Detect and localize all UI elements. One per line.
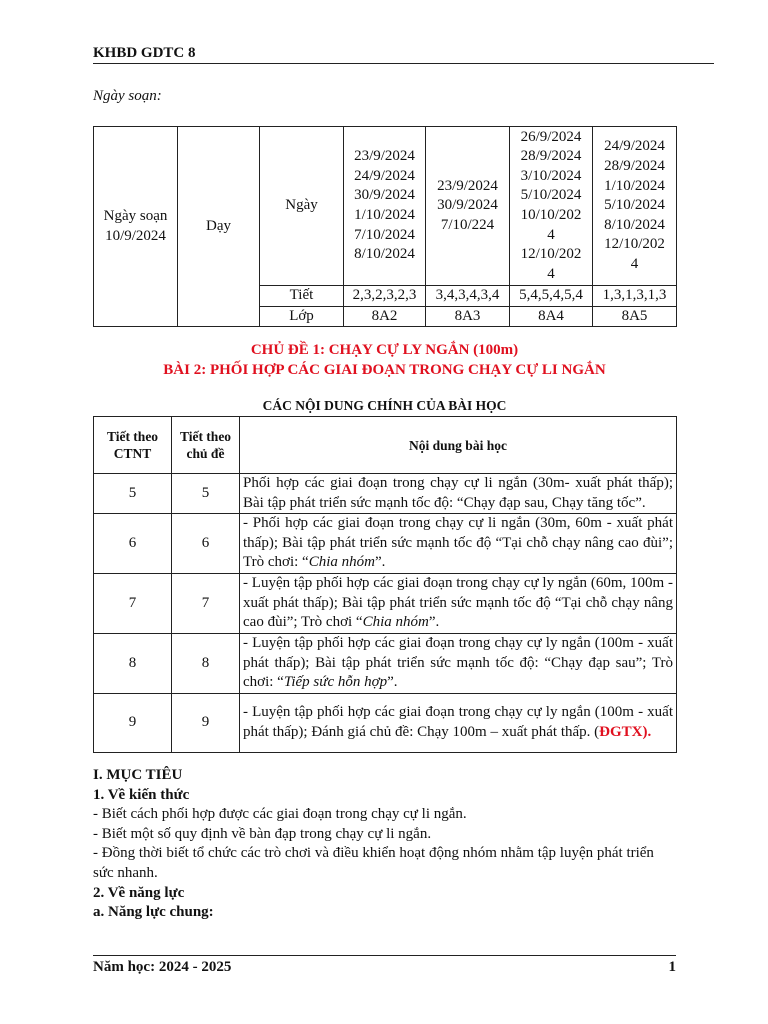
ctnt-period: 9 xyxy=(94,693,172,752)
content-text: Chia nhóm xyxy=(308,554,375,571)
schedule-table xyxy=(93,126,677,327)
prep-date: 10/9/2024 xyxy=(105,227,166,244)
class-row-label: Lớp xyxy=(260,306,344,327)
class-name: 8A4 xyxy=(510,306,593,327)
lesson-content xyxy=(240,693,677,752)
lesson-content xyxy=(240,574,677,634)
lesson-content xyxy=(240,514,677,574)
topic-period: 9 xyxy=(172,693,240,752)
topic-period: 6 xyxy=(172,514,240,574)
page-number: 1 xyxy=(668,959,676,975)
topic-period: 8 xyxy=(172,633,240,693)
table-row xyxy=(94,474,677,514)
date-line: 26/9/2024 xyxy=(520,128,582,145)
class-name: 8A3 xyxy=(426,306,510,327)
date-line: 30/9/2024 xyxy=(437,197,498,214)
col-header-topic: Tiết theo chủ đề xyxy=(172,417,240,474)
table-row xyxy=(94,633,677,693)
date-line: 10/10/202 xyxy=(520,207,582,223)
class-periods: 3,4,3,4,3,4 xyxy=(426,286,510,307)
ctnt-period: 5 xyxy=(94,474,172,514)
col-header-ctnt: Tiết theo CTNT xyxy=(94,417,172,474)
date-row-label: Ngày xyxy=(260,127,344,286)
lesson-content xyxy=(240,474,677,514)
date-line: 4 xyxy=(630,255,639,272)
date-line: 4 xyxy=(547,265,555,282)
date-line: 23/9/2024 xyxy=(437,177,498,194)
knowledge-heading: 1. Về kiến thức xyxy=(93,786,190,803)
document-footer xyxy=(93,955,676,976)
content-text: ĐGTX). xyxy=(599,723,652,740)
col-header-content: Nội dung bài học xyxy=(240,417,677,474)
table-row xyxy=(94,693,677,752)
date-line: 4 xyxy=(547,226,555,243)
day-label-cell: Dạy xyxy=(178,127,260,327)
content-text: - Luyện tập phối hợp các giai đoạn trong chạy cự ly ngắn (60m, 100m - xuất phát thấp); Bài tập phát triển sức mạnh tốc độ “Tại chỗ chạy nâng cao đùi”; Trò chơi “ xyxy=(243,575,673,631)
class-periods: 1,3,1,3,1,3 xyxy=(593,286,677,307)
lesson-content xyxy=(240,633,677,693)
content-text: - Luyện tập phối hợp các giai đoạn trong chạy cự ly ngắn (100m - xuất phát thấp); Bài tập phát triển sức mạnh tốc độ: “Chạy đạp sau”; Trò chơi: “ xyxy=(243,634,673,691)
table-row xyxy=(94,514,677,574)
class-dates-cell xyxy=(510,127,593,286)
content-text: ”. xyxy=(387,674,398,691)
date-line: 5/10/2024 xyxy=(520,187,582,204)
header-title: KHBD GDTC 8 xyxy=(93,45,196,61)
date-line: 12/10/202 xyxy=(520,246,582,263)
date-line: 30/9/2024 xyxy=(354,187,415,204)
knowledge-item: - Đồng thời biết tổ chức các trò chơi và điều khiển hoạt động nhóm nhằm tập luyện phát triển sức nhanh. xyxy=(93,845,654,881)
date-line: 24/9/2024 xyxy=(354,167,415,184)
date-line: 8/10/2024 xyxy=(604,216,665,233)
class-name: 8A5 xyxy=(593,306,677,327)
date-line: 12/10/202 xyxy=(604,236,665,253)
ctnt-period: 7 xyxy=(94,574,172,634)
date-line: 8/10/2024 xyxy=(354,246,415,263)
ctnt-period: 8 xyxy=(94,633,172,693)
date-line: 1/10/2024 xyxy=(354,207,415,223)
date-line: 23/9/2024 xyxy=(354,148,415,165)
lesson-content-table xyxy=(93,416,677,753)
date-line: 3/10/2024 xyxy=(520,167,582,184)
objectives-section xyxy=(93,766,676,923)
date-line: 28/9/2024 xyxy=(520,148,582,165)
date-line: 5/10/2024 xyxy=(604,197,665,214)
date-line: 24/9/2024 xyxy=(604,138,665,155)
date-line: 28/9/2024 xyxy=(604,158,665,175)
content-text: ”. xyxy=(428,614,440,631)
class-dates-cell xyxy=(426,127,510,286)
class-dates-cell xyxy=(344,127,426,286)
topic-title: CHỦ ĐỀ 1: CHẠY CỰ LY NGẮN (100m) xyxy=(250,342,519,358)
date-line: 1/10/2024 xyxy=(604,177,665,194)
school-year: Năm học: 2024 - 2025 xyxy=(93,959,232,975)
general-competence-heading: a. Năng lực chung: xyxy=(93,904,214,921)
table-row xyxy=(94,574,677,634)
content-text: - Phối hợp các giai đoạn trong chạy cự li ngắn (30m, 60m - xuất phát thấp); Bài tập phát triển sức mạnh tốc độ “Tại chỗ chạy nâng cao đùi”; Trò chơi: “ xyxy=(243,515,673,571)
class-dates-cell xyxy=(593,127,677,286)
knowledge-item: - Biết một số quy định về bàn đạp trong chạy cự li ngắn. xyxy=(93,825,432,842)
competence-heading: 2. Về năng lực xyxy=(93,884,185,901)
date-line: 7/10/2024 xyxy=(354,226,415,243)
content-text: Tiếp sức hỗn hợp xyxy=(283,674,388,691)
content-heading: CÁC NỘI DUNG CHÍNH CỦA BÀI HỌC xyxy=(262,398,507,413)
period-row-label: Tiết xyxy=(260,286,344,307)
topic-period: 7 xyxy=(172,574,240,634)
content-text: Chia nhóm xyxy=(362,614,429,631)
content-text: Phối hợp các giai đoạn trong chạy cự li ngắn (30m- xuất phát thấp); Bài tập phát triển sức mạnh tốc độ: “Chạy đạp sau, Chạy tăng tốc”. xyxy=(243,475,673,511)
prep-date-label: Ngày soạn: xyxy=(93,88,162,104)
document-header xyxy=(93,44,714,64)
ctnt-period: 6 xyxy=(94,514,172,574)
class-name: 8A2 xyxy=(344,306,426,327)
lesson-title: BÀI 2: PHỐI HỢP CÁC GIAI ĐOẠN TRONG CHẠY CỰ LI NGẮN xyxy=(163,362,606,378)
section-heading: I. MỤC TIÊU xyxy=(93,767,183,783)
content-text: ”. xyxy=(374,554,386,571)
topic-period: 5 xyxy=(172,474,240,514)
prep-label: Ngày soạn xyxy=(103,208,168,224)
class-periods: 2,3,2,3,2,3 xyxy=(344,286,426,307)
prep-date-cell xyxy=(94,127,178,327)
content-text: - Luyện tập phối hợp các giai đoạn trong chạy cự ly ngắn (100m - xuất phát thấp); Đánh giá chủ đề: Chạy 100m – xuất phát thấp. ( xyxy=(243,704,673,740)
date-line: 7/10/224 xyxy=(440,216,495,233)
knowledge-item: - Biết cách phối hợp được các giai đoạn trong chạy cự li ngắn. xyxy=(93,806,467,823)
class-periods: 5,4,5,4,5,4 xyxy=(510,286,593,307)
